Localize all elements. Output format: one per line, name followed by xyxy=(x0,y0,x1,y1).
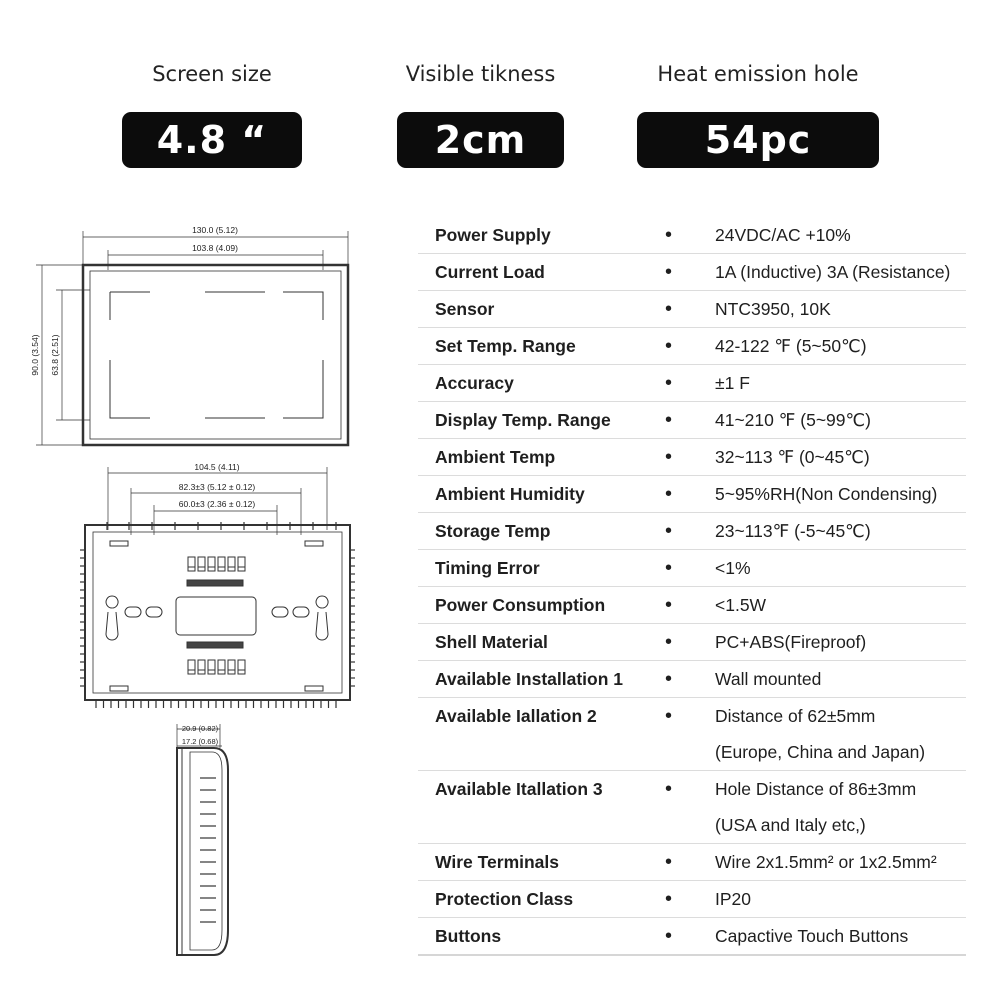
dim-front-width-outer: 130.0 (5.12) xyxy=(192,225,238,235)
spec-label: Power Supply xyxy=(418,217,665,254)
spec-value-line: 23~113℉ (-5~45℃) xyxy=(715,521,871,541)
bullet-icon: • xyxy=(665,661,705,698)
spec-value-line: Hole Distance of 86±3mm xyxy=(715,779,917,799)
spec-table-body xyxy=(418,217,966,955)
bullet-icon: • xyxy=(665,217,705,254)
feature-value-badge: 54pc xyxy=(637,112,879,168)
spec-row xyxy=(418,328,966,365)
dim-side-depth-1: 20.9 (0.82) xyxy=(181,724,219,733)
feature-value-badge: 2cm xyxy=(397,112,564,168)
spec-row xyxy=(418,698,966,771)
spec-row xyxy=(418,881,966,918)
spec-value-line: ±1 F xyxy=(715,373,750,393)
spec-label: Available Itallation 3 xyxy=(418,771,665,844)
spec-value xyxy=(705,217,966,254)
spec-value xyxy=(705,624,966,661)
bullet-icon: • xyxy=(665,918,705,956)
spec-value-line: Wall mounted xyxy=(715,669,822,689)
spec-row xyxy=(418,550,966,587)
dim-front-height-outer: 90.0 (3.54) xyxy=(30,334,40,376)
spec-value xyxy=(705,476,966,513)
spec-label: Available Iallation 2 xyxy=(418,698,665,771)
spec-value xyxy=(705,439,966,476)
spec-value-line: 42-122 ℉ (5~50℃) xyxy=(715,336,867,356)
bullet-icon: • xyxy=(665,439,705,476)
spec-label: Available Installation 1 xyxy=(418,661,665,698)
bullet-icon: • xyxy=(665,476,705,513)
spec-value-line: NTC3950, 10K xyxy=(715,299,831,319)
spec-value xyxy=(705,513,966,550)
spec-row xyxy=(418,844,966,881)
spec-value-line: 5~95%RH(Non Condensing) xyxy=(715,484,938,504)
spec-row xyxy=(418,217,966,254)
spec-value xyxy=(705,291,966,328)
feature-value-badge: 4.8 “ xyxy=(122,112,302,168)
spec-value xyxy=(705,402,966,439)
spec-row xyxy=(418,771,966,844)
dim-back-hole-distance-1: 82.3±3 (5.12 ± 0.12) xyxy=(178,482,256,492)
dim-front-height-inner: 63.8 (2.51) xyxy=(50,334,60,376)
bullet-icon: • xyxy=(665,624,705,661)
spec-row xyxy=(418,918,966,956)
spec-value-line: Wire 2x1.5mm² or 1x2.5mm² xyxy=(715,852,937,872)
spec-label: Set Temp. Range xyxy=(418,328,665,365)
spec-value-line: <1% xyxy=(715,558,751,578)
bullet-icon: • xyxy=(665,771,705,844)
spec-value-line: Capactive Touch Buttons xyxy=(715,926,909,946)
spec-label: Accuracy xyxy=(418,365,665,402)
bullet-icon: • xyxy=(665,844,705,881)
spec-value xyxy=(705,844,966,881)
spec-value-line: Distance of 62±5mm xyxy=(715,706,876,726)
dim-front-width-inner: 103.8 (4.09) xyxy=(192,243,238,253)
spec-row xyxy=(418,476,966,513)
spec-value xyxy=(705,587,966,624)
spec-label: Ambient Humidity xyxy=(418,476,665,513)
spec-value-line: <1.5W xyxy=(715,595,767,615)
spec-label: Protection Class xyxy=(418,881,665,918)
spec-label: Ambient Temp xyxy=(418,439,665,476)
bullet-icon: • xyxy=(665,698,705,771)
spec-label: Power Consumption xyxy=(418,587,665,624)
bullet-icon: • xyxy=(665,328,705,365)
bullet-icon: • xyxy=(665,365,705,402)
spec-label: Display Temp. Range xyxy=(418,402,665,439)
spec-value xyxy=(705,771,966,844)
spec-label: Storage Temp xyxy=(418,513,665,550)
spec-row xyxy=(418,587,966,624)
bullet-icon: • xyxy=(665,550,705,587)
spec-value-line: PC+ABS(Fireproof) xyxy=(715,632,867,652)
spec-row xyxy=(418,513,966,550)
technical-drawing xyxy=(0,0,410,1001)
spec-value xyxy=(705,698,966,771)
side-view-drawing xyxy=(177,724,228,955)
spec-value xyxy=(705,365,966,402)
bullet-icon: • xyxy=(665,254,705,291)
front-view-drawing xyxy=(36,231,348,445)
spec-label: Buttons xyxy=(418,918,665,956)
dim-side-depth-2: 17.2 (0.68) xyxy=(181,737,219,746)
spec-value xyxy=(705,881,966,918)
spec-label: Timing Error xyxy=(418,550,665,587)
spec-table xyxy=(418,217,966,956)
bullet-icon: • xyxy=(665,881,705,918)
spec-label: Sensor xyxy=(418,291,665,328)
feature-caption: Visible tikness xyxy=(405,62,556,86)
bullet-icon: • xyxy=(665,402,705,439)
spec-row xyxy=(418,254,966,291)
spec-row xyxy=(418,402,966,439)
spec-row xyxy=(418,365,966,402)
dim-back-width: 104.5 (4.11) xyxy=(194,462,240,472)
spec-label: Shell Material xyxy=(418,624,665,661)
spec-row xyxy=(418,439,966,476)
feature-caption: Heat emission hole xyxy=(657,62,859,86)
spec-value xyxy=(705,661,966,698)
dim-back-hole-distance-2: 60.0±3 (2.36 ± 0.12) xyxy=(178,499,256,509)
spec-value-line: 32~113 ℉ (0~45℃) xyxy=(715,447,870,467)
feature-caption: Screen size xyxy=(152,62,272,86)
spec-value xyxy=(705,918,966,956)
spec-value-line: 41~210 ℉ (5~99℃) xyxy=(715,410,871,430)
bullet-icon: • xyxy=(665,291,705,328)
spec-row xyxy=(418,624,966,661)
bullet-icon: • xyxy=(665,587,705,624)
spec-value xyxy=(705,328,966,365)
spec-value-line: (Europe, China and Japan) xyxy=(715,742,926,762)
spec-value-line: 1A (Inductive) 3A (Resistance) xyxy=(715,262,951,282)
spec-value xyxy=(705,550,966,587)
spec-row xyxy=(418,291,966,328)
spec-label: Current Load xyxy=(418,254,665,291)
spec-value xyxy=(705,254,966,291)
bullet-icon: • xyxy=(665,513,705,550)
spec-value-line: 24VDC/AC +10% xyxy=(715,225,851,245)
spec-row xyxy=(418,661,966,698)
spec-label: Wire Terminals xyxy=(418,844,665,881)
spec-value-line: IP20 xyxy=(715,889,751,909)
spec-value-line: (USA and Italy etc,) xyxy=(715,815,866,835)
